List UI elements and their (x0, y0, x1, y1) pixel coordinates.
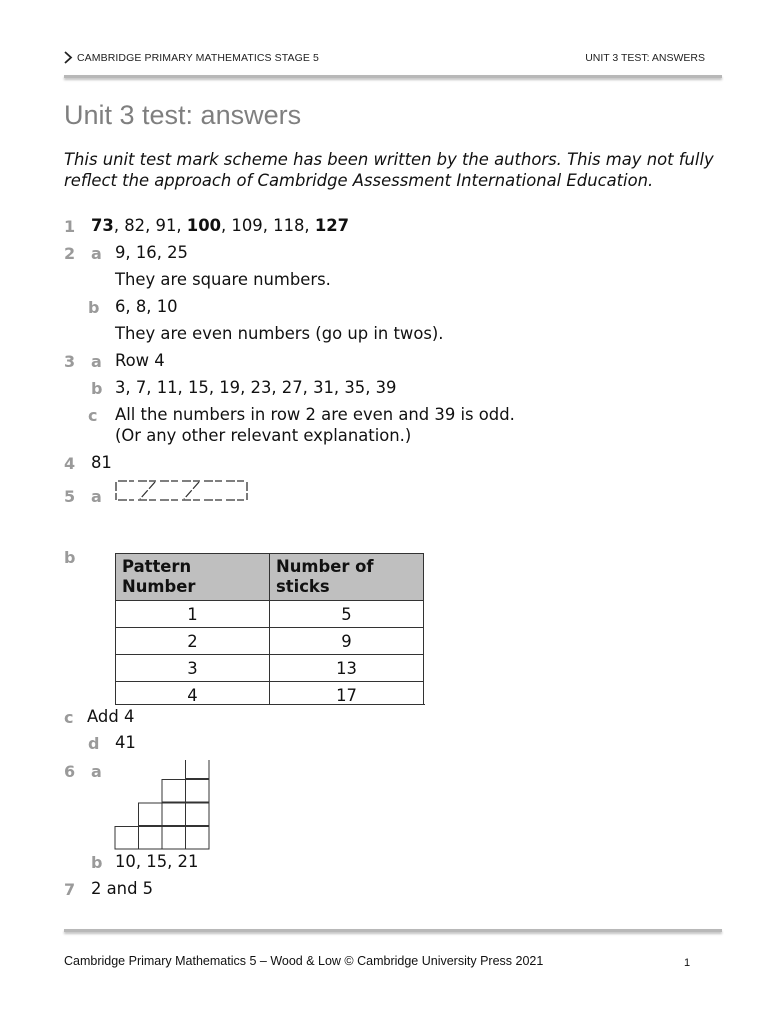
page-title: Unit 3 test: answers (64, 100, 302, 130)
question-number-3: 3 (64, 352, 76, 371)
q5-part-b-label: b (64, 548, 76, 567)
q5c-answer: Add 4 (87, 707, 135, 726)
question-number-2: 2 (64, 244, 76, 263)
running-header-left (64, 51, 319, 64)
staircase-square (162, 803, 186, 826)
footer-rule (64, 929, 722, 932)
chevron-right-icon (64, 51, 73, 64)
table-cell: 4 (116, 682, 270, 706)
q3b-answer: 3, 7, 11, 15, 19, 23, 27, 31, 35, 39 (115, 378, 397, 397)
q1-highlighted-number: 127 (314, 216, 350, 235)
staircase-square (186, 760, 210, 779)
staircase-square (115, 827, 139, 850)
table-row (116, 628, 424, 655)
table-row (116, 655, 424, 682)
staircase-squares-drawing (114, 760, 212, 852)
table-cell: 9 (270, 628, 424, 655)
pattern-sticks-table (115, 553, 424, 705)
header-series-title: CAMBRIDGE PRIMARY MATHEMATICS STAGE 5 (77, 51, 319, 64)
header-unit-title: UNIT 3 TEST: ANSWERS (585, 52, 705, 64)
q1-sequence-text: , 109, 118, (221, 216, 315, 235)
staircase-square (139, 803, 163, 826)
table-cell: 2 (116, 628, 270, 655)
q3c-answer: All the numbers in row 2 are even and 39 is odd. (115, 405, 515, 424)
q2-part-b-label: b (88, 298, 100, 317)
q3c-alternative: (Or any other relevant explanation.) (115, 426, 412, 445)
column-header-number-of-sticks: Number of sticks (270, 554, 424, 601)
q2a-explanation: They are square numbers. (115, 270, 331, 289)
table-cell: 17 (270, 682, 424, 706)
page-number: 1 (684, 957, 691, 969)
q5-part-c-label: c (64, 708, 74, 727)
q2b-answer: 6, 8, 10 (115, 297, 178, 316)
table-row (116, 682, 424, 706)
table-cell: 5 (270, 601, 424, 628)
q3a-answer: Row 4 (115, 351, 165, 370)
table-header-row (116, 554, 424, 601)
table-cell: 1 (116, 601, 270, 628)
q2a-answer: 9, 16, 25 (115, 243, 188, 262)
staircase-square (186, 780, 210, 803)
q5-part-d-label: d (88, 734, 100, 753)
q6b-answer: 10, 15, 21 (115, 852, 199, 871)
q1-answer (91, 216, 349, 237)
header-rule (64, 75, 722, 78)
staircase-square (186, 803, 210, 826)
q1-sequence-text: , 82, 91, (113, 216, 187, 235)
staircase-square (162, 780, 186, 803)
q3-part-b-label: b (91, 379, 103, 398)
question-number-6: 6 (64, 762, 76, 781)
table-row (116, 601, 424, 628)
q5d-answer: 41 (115, 733, 136, 752)
question-number-7: 7 (64, 880, 76, 899)
q6-part-a-label: a (91, 762, 102, 781)
table-cell: 3 (116, 655, 270, 682)
question-number-4: 4 (64, 454, 76, 473)
staircase-square (162, 827, 186, 850)
stick-pattern-drawing (114, 479, 250, 503)
q1-highlighted-number: 73 (91, 216, 114, 235)
q7-answer: 2 and 5 (91, 879, 154, 898)
question-number-1: 1 (64, 217, 76, 236)
q6-part-b-label: b (91, 853, 103, 872)
q2b-explanation: They are even numbers (go up in twos). (115, 324, 444, 343)
q5-part-a-label: a (91, 487, 102, 506)
q3-part-c-label: c (88, 406, 98, 425)
staircase-square (139, 827, 163, 850)
footer-copyright: Cambridge Primary Mathematics 5 – Wood & Low © Cambridge University Press 2021 (64, 954, 544, 968)
q4-answer: 81 (91, 453, 112, 472)
q2-part-a-label: a (91, 244, 102, 263)
intro-note: This unit test mark scheme has been written by the authors. This may not fully reflect the approach of Cambridge Assessment International Education. (64, 150, 714, 190)
question-number-5: 5 (64, 487, 76, 506)
staircase-square (186, 827, 210, 850)
pattern-sticks-table-wrap (115, 553, 425, 705)
q3-part-a-label: a (91, 352, 102, 371)
q1-highlighted-number: 100 (186, 216, 222, 235)
column-header-pattern-number: Pattern Number (116, 554, 270, 601)
table-cell: 13 (270, 655, 424, 682)
